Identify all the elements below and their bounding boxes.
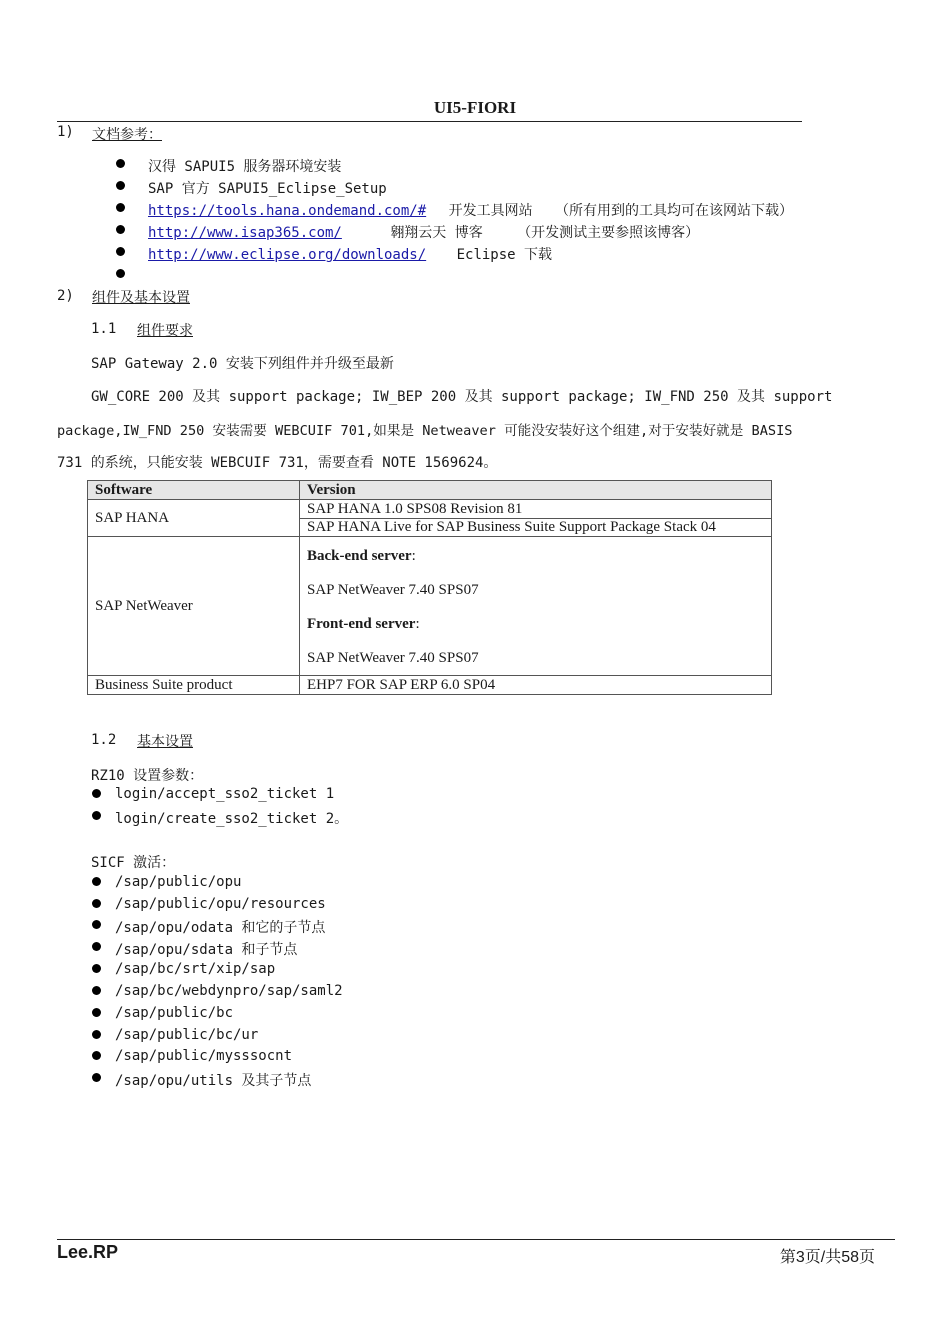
bullet-icon <box>92 1008 101 1017</box>
table-header-software: Software <box>88 481 300 500</box>
bullet-icon <box>116 225 125 234</box>
subsection-1-1-number: 1.1 <box>91 321 117 337</box>
table-cell-software: SAP NetWeaver <box>88 537 300 676</box>
footer-author: Lee.RP <box>57 1242 119 1262</box>
frontend-server-line: Front-end server: <box>307 616 420 632</box>
bullet-icon <box>92 942 101 951</box>
bullet-icon <box>92 811 101 820</box>
frontend-server-value: SAP NetWeaver 7.40 SPS07 <box>307 650 479 666</box>
sicf-service: /sap/opu/utils 及其子节点 <box>115 1073 312 1089</box>
page-number: 第3页/共58页 <box>779 1249 875 1266</box>
table-cell-software: SAP HANA <box>88 500 300 537</box>
rz10-label: RZ10 设置参数： <box>91 768 204 784</box>
bullet-icon <box>92 920 101 929</box>
bullet-icon <box>116 181 125 190</box>
reference-item: 汉得 SAPUI5 服务器环境安装 <box>148 159 342 175</box>
section-1-number: 1) <box>57 124 74 140</box>
bullet-icon <box>92 1030 101 1039</box>
subsection-1-1-title: 组件要求 <box>137 323 193 339</box>
sicf-service: /sap/public/mysssocnt <box>115 1048 293 1064</box>
table-row <box>88 537 772 676</box>
reference-item-text: 开发工具网站 <box>448 203 533 219</box>
bullet-icon <box>116 269 125 278</box>
subsection-1-2-number: 1.2 <box>91 732 117 748</box>
frontend-server-label: Front-end server <box>307 616 416 632</box>
bullet-icon <box>92 964 101 973</box>
bullet-icon <box>116 203 125 212</box>
table-row <box>88 500 772 519</box>
section-2-number: 2) <box>57 288 74 304</box>
sicf-service: /sap/opu/odata 和它的子节点 <box>115 920 326 936</box>
bullet-icon <box>116 247 125 256</box>
table-header-version: Version <box>300 481 772 500</box>
reference-item <box>148 222 699 242</box>
reference-item-note: （开发测试主要参照该博客） <box>517 225 700 241</box>
table-cell-version: SAP HANA 1.0 SPS08 Revision 81 <box>300 500 772 519</box>
reference-item <box>148 200 793 220</box>
table-cell-version: SAP HANA Live for SAP Business Suite Support Package Stack 04 <box>300 519 772 537</box>
section-1-title: 文档参考： <box>92 127 162 143</box>
table-row <box>88 676 772 695</box>
backend-server-label: Back-end server <box>307 548 412 564</box>
sicf-label: SICF 激活： <box>91 855 176 871</box>
reference-item-text: Eclipse 下载 <box>456 247 553 263</box>
tools-hana-link[interactable]: https://tools.hana.ondemand.com/# <box>148 203 427 219</box>
gateway-paragraph: SAP Gateway 2.0 安装下列组件并升级至最新 <box>91 356 394 372</box>
sicf-service: /sap/bc/webdynpro/sap/saml2 <box>115 983 343 999</box>
reference-item-text: 翱翔云天 博客 <box>390 225 483 241</box>
sicf-service: /sap/bc/srt/xip/sap <box>115 961 276 977</box>
sicf-service: /sap/public/opu <box>115 874 242 890</box>
table-header-row <box>88 481 772 500</box>
software-version-table <box>87 480 772 695</box>
section-2-title: 组件及基本设置 <box>92 290 190 306</box>
reference-item-note: （所有用到的工具均可在该网站下载） <box>555 203 794 219</box>
bullet-icon <box>92 789 101 798</box>
backend-server-value: SAP NetWeaver 7.40 SPS07 <box>307 582 479 598</box>
footer-divider <box>57 1239 895 1240</box>
table-cell-version <box>300 537 772 676</box>
bullet-icon <box>92 877 101 886</box>
sicf-service: /sap/public/bc/ur <box>115 1027 259 1043</box>
rz10-param: login/accept_sso2_ticket 1 <box>115 786 335 802</box>
document-title: UI5-FIORI <box>433 98 517 117</box>
bullet-icon <box>92 899 101 908</box>
sicf-service: /sap/public/bc <box>115 1005 234 1021</box>
subsection-1-2-title: 基本设置 <box>137 734 193 750</box>
reference-item <box>148 244 552 264</box>
reference-item: SAP 官方 SAPUI5_Eclipse_Setup <box>148 181 387 197</box>
table-cell-software: Business Suite product <box>88 676 300 695</box>
rz10-param: login/create_sso2_ticket 2。 <box>115 811 349 827</box>
sicf-service: /sap/public/opu/resources <box>115 896 326 912</box>
backend-server-line: Back-end server: <box>307 548 416 564</box>
bullet-icon <box>92 1051 101 1060</box>
bullet-icon <box>92 1073 101 1082</box>
components-paragraph-line: GW_CORE 200 及其 support package; IW_BEP 200 及其 support package; IW_FND 250 及其 support <box>91 389 833 405</box>
components-paragraph-line: package,IW_FND 250 安装需要 WEBCUIF 701,如果是 Netweaver 可能没安装好这个组建,对于安装好就是 BASIS <box>57 423 793 439</box>
title-divider <box>57 121 802 122</box>
bullet-icon <box>116 159 125 168</box>
table-cell-version: EHP7 FOR SAP ERP 6.0 SP04 <box>300 676 772 695</box>
bullet-icon <box>92 986 101 995</box>
components-paragraph-line: 731 的系统，只能安装 WEBCUIF 731，需要查看 NOTE 1569624。 <box>57 455 498 471</box>
eclipse-download-link[interactable]: http://www.eclipse.org/downloads/ <box>148 247 427 263</box>
sicf-service: /sap/opu/sdata 和子节点 <box>115 942 298 958</box>
isap365-link[interactable]: http://www.isap365.com/ <box>148 225 342 241</box>
